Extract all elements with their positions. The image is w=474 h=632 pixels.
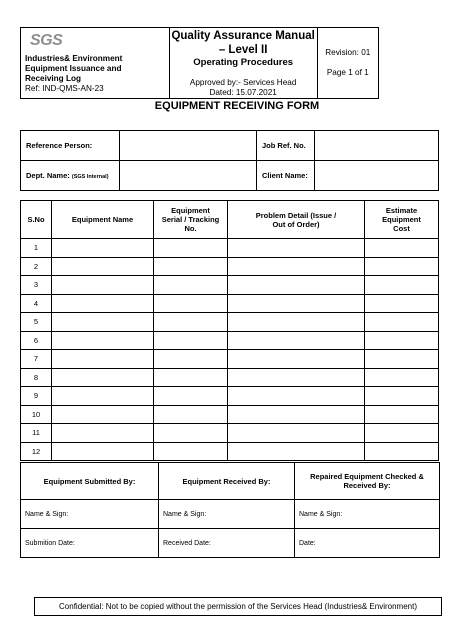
equipment-name-cell[interactable] <box>52 239 154 258</box>
checked-date-field[interactable]: Date: <box>295 529 440 558</box>
received-name-sign-field[interactable]: Name & Sign: <box>159 500 295 529</box>
table-row <box>21 239 439 258</box>
serial-cell[interactable] <box>154 387 228 406</box>
equipment-table <box>20 200 439 461</box>
table-row <box>21 257 439 276</box>
col-header-cost-text: Estimate Equipment Cost <box>382 206 421 233</box>
received-date-field[interactable]: Received Date: <box>159 529 295 558</box>
cost-cell[interactable] <box>365 313 439 332</box>
signature-table <box>20 462 440 558</box>
approved-by: Approved by:- Services Head <box>189 77 297 87</box>
problem-cell[interactable] <box>228 405 365 424</box>
row-number: 11 <box>21 424 52 443</box>
sgs-logo: SGS <box>30 32 63 49</box>
equipment-name-cell[interactable] <box>52 313 154 332</box>
problem-cell[interactable] <box>228 276 365 295</box>
checked-by-header-text: Repaired Equipment Checked & Received By: <box>310 472 424 490</box>
table-row <box>21 387 439 406</box>
serial-cell[interactable] <box>154 331 228 350</box>
revision: Revision: 01 <box>325 48 371 57</box>
header-middle-cell <box>169 28 317 99</box>
cost-cell[interactable] <box>365 424 439 443</box>
dept-line-1: Industries& Environment <box>25 54 123 63</box>
col-header-problem <box>228 201 365 239</box>
equipment-name-cell[interactable] <box>52 331 154 350</box>
submitted-name-sign-field[interactable]: Name & Sign: <box>21 500 159 529</box>
dept-line-2: Equipment Issuance and <box>25 64 122 73</box>
confidential-footer: Confidential: Not to be copied without the permission of the Services Head (Industries& Environment) <box>34 597 442 616</box>
dept-line-3: Receiving Log <box>25 74 81 83</box>
serial-cell[interactable] <box>154 313 228 332</box>
cost-cell[interactable] <box>365 276 439 295</box>
problem-cell[interactable] <box>228 387 365 406</box>
row-number: 10 <box>21 405 52 424</box>
problem-cell[interactable] <box>228 350 365 369</box>
reference-person-field[interactable] <box>120 131 257 161</box>
checked-name-sign-field[interactable]: Name & Sign: <box>295 500 440 529</box>
col-header-serial-text: Equipment Serial / Tracking No. <box>161 206 220 233</box>
header-left-cell <box>21 28 170 99</box>
dept-name-text: Dept. Name: <box>26 171 70 180</box>
problem-cell[interactable] <box>228 424 365 443</box>
row-number: 3 <box>21 276 52 295</box>
col-header-cost <box>365 201 439 239</box>
dept-name-label <box>21 161 120 191</box>
document-header <box>20 27 379 99</box>
row-number: 6 <box>21 331 52 350</box>
row-number: 7 <box>21 350 52 369</box>
table-row <box>21 405 439 424</box>
serial-cell[interactable] <box>154 294 228 313</box>
cost-cell[interactable] <box>365 387 439 406</box>
equipment-name-cell[interactable] <box>52 368 154 387</box>
table-row <box>21 442 439 461</box>
problem-cell[interactable] <box>228 368 365 387</box>
client-name-label: Client Name: <box>257 161 315 191</box>
cost-cell[interactable] <box>365 257 439 276</box>
cost-cell[interactable] <box>365 405 439 424</box>
problem-cell[interactable] <box>228 313 365 332</box>
col-header-serial <box>154 201 228 239</box>
serial-cell[interactable] <box>154 368 228 387</box>
job-ref-field[interactable] <box>315 131 439 161</box>
form-title: EQUIPMENT RECEIVING FORM <box>154 100 320 112</box>
page-number: Page 1 of 1 <box>326 68 369 77</box>
cost-cell[interactable] <box>365 368 439 387</box>
client-name-field[interactable] <box>315 161 439 191</box>
serial-cell[interactable] <box>154 239 228 258</box>
cost-cell[interactable] <box>365 442 439 461</box>
equipment-name-cell[interactable] <box>52 257 154 276</box>
row-number: 8 <box>21 368 52 387</box>
problem-cell[interactable] <box>228 257 365 276</box>
cost-cell[interactable] <box>365 350 439 369</box>
serial-cell[interactable] <box>154 405 228 424</box>
serial-cell[interactable] <box>154 257 228 276</box>
dept-name-field[interactable] <box>120 161 257 191</box>
table-row <box>21 313 439 332</box>
table-row <box>21 294 439 313</box>
cost-cell[interactable] <box>365 331 439 350</box>
table-row <box>21 424 439 443</box>
submitted-by-header: Equipment Submitted By: <box>21 463 159 500</box>
problem-cell[interactable] <box>228 239 365 258</box>
equipment-name-cell[interactable] <box>52 442 154 461</box>
row-number: 12 <box>21 442 52 461</box>
col-header-problem-text: Problem Detail (Issue / Out of Order) <box>255 210 337 229</box>
problem-cell[interactable] <box>228 294 365 313</box>
dated: Dated: 15.07.2021 <box>209 87 277 97</box>
problem-cell[interactable] <box>228 331 365 350</box>
submission-date-field[interactable]: Submition Date: <box>21 529 159 558</box>
col-header-equipment-name: Equipment Name <box>52 201 154 239</box>
cost-cell[interactable] <box>365 239 439 258</box>
row-number: 9 <box>21 387 52 406</box>
table-row <box>21 368 439 387</box>
row-number: 5 <box>21 313 52 332</box>
row-number: 4 <box>21 294 52 313</box>
table-row <box>21 331 439 350</box>
ref-number: Ref: IND-QMS-AN-23 <box>25 84 104 93</box>
problem-cell[interactable] <box>228 442 365 461</box>
info-table <box>20 130 439 191</box>
row-number: 1 <box>21 239 52 258</box>
serial-cell[interactable] <box>154 442 228 461</box>
table-row <box>21 350 439 369</box>
serial-cell[interactable] <box>154 350 228 369</box>
serial-cell[interactable] <box>154 276 228 295</box>
reference-person-label: Reference Person: <box>21 131 120 161</box>
row-number: 2 <box>21 257 52 276</box>
equipment-name-cell[interactable] <box>52 276 154 295</box>
table-row <box>21 276 439 295</box>
equipment-name-cell[interactable] <box>52 387 154 406</box>
equipment-name-cell[interactable] <box>52 424 154 443</box>
equipment-name-cell[interactable] <box>52 405 154 424</box>
checked-by-header <box>295 463 440 500</box>
col-header-sno: S.No <box>21 201 52 239</box>
received-by-header: Equipment Received By: <box>159 463 295 500</box>
dept-name-note: (SGS Internal) <box>71 174 109 180</box>
manual-title: Quality Assurance Manual – Level II <box>171 29 315 56</box>
manual-subtitle: Operating Procedures <box>193 56 294 68</box>
header-right-cell <box>317 28 378 99</box>
equipment-name-cell[interactable] <box>52 294 154 313</box>
job-ref-label: Job Ref. No. <box>257 131 315 161</box>
serial-cell[interactable] <box>154 424 228 443</box>
cost-cell[interactable] <box>365 294 439 313</box>
equipment-name-cell[interactable] <box>52 350 154 369</box>
